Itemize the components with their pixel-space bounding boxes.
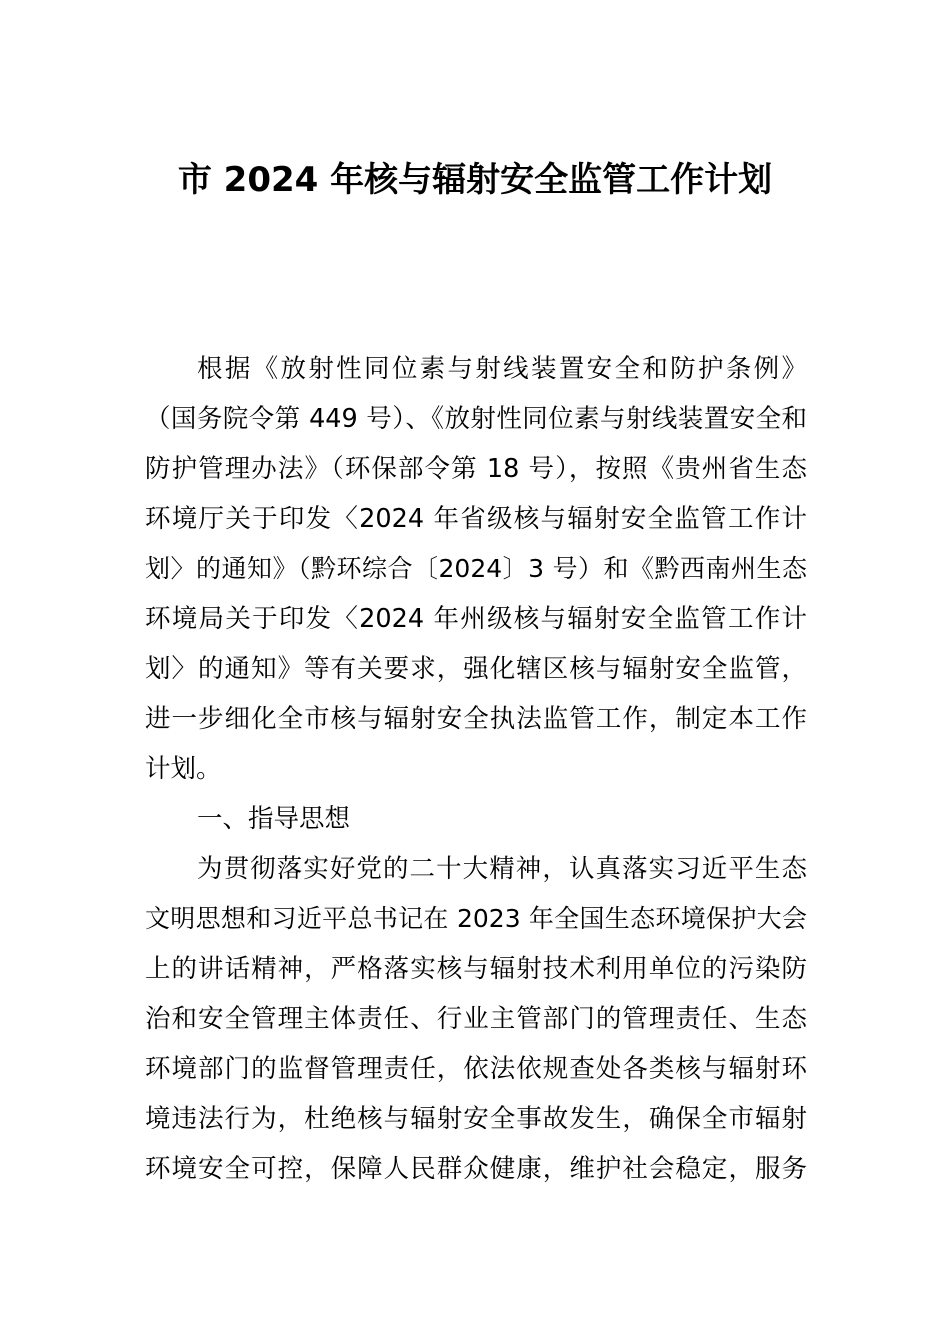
paragraph-line: 环境局关于印发〈2024 年州级核与辐射安全监管工作计 — [145, 604, 807, 634]
paragraph-line: 境违法行为，杜绝核与辐射安全事故发生，确保全市辐射 — [145, 1104, 807, 1134]
paragraph-line: 文明思想和习近平总书记在 2023 年全国生态环境保护大会 — [145, 904, 807, 933]
paragraph-line: 计划。 — [145, 754, 222, 784]
paragraph-line: 治和安全管理主体责任、行业主管部门的管理责任、生态 — [145, 1004, 807, 1034]
paragraph-line: 划〉的通知》等有关要求，强化辖区核与辐射安全监管， — [145, 654, 807, 684]
paragraph-line: 上的讲话精神，严格落实核与辐射技术利用单位的污染防 — [145, 954, 807, 984]
paragraph-line: 防护管理办法》（环保部令第 18 号），按照《贵州省生态 — [145, 454, 807, 484]
paragraph-line: 环境部门的监督管理责任，依法依规查处各类核与辐射环 — [145, 1054, 807, 1084]
paragraph-line: 根据《放射性同位素与射线装置安全和防护条例》 — [197, 354, 807, 384]
paragraph-line: 划〉的通知》（黔环综合〔2024〕3 号）和《黔西南州生态 — [145, 554, 807, 583]
paragraph-line: （国务院令第 449 号）、《放射性同位素与射线装置安全和 — [145, 404, 807, 434]
paragraph-line: 为贯彻落实好党的二十大精神，认真落实习近平生态 — [197, 854, 807, 884]
paragraph-line: 环境厅关于印发〈2024 年省级核与辐射安全监管工作计 — [145, 504, 807, 534]
document-title: 市 2024 年核与辐射安全监管工作计划 — [177, 160, 773, 200]
document-body — [145, 344, 807, 1194]
paragraph-line: 环境安全可控，保障人民群众健康，维护社会稳定，服务 — [145, 1154, 807, 1184]
paragraph-line: 进一步细化全市核与辐射安全执法监管工作，制定本工作 — [145, 704, 807, 734]
section-heading: 一、指导思想 — [197, 804, 351, 834]
